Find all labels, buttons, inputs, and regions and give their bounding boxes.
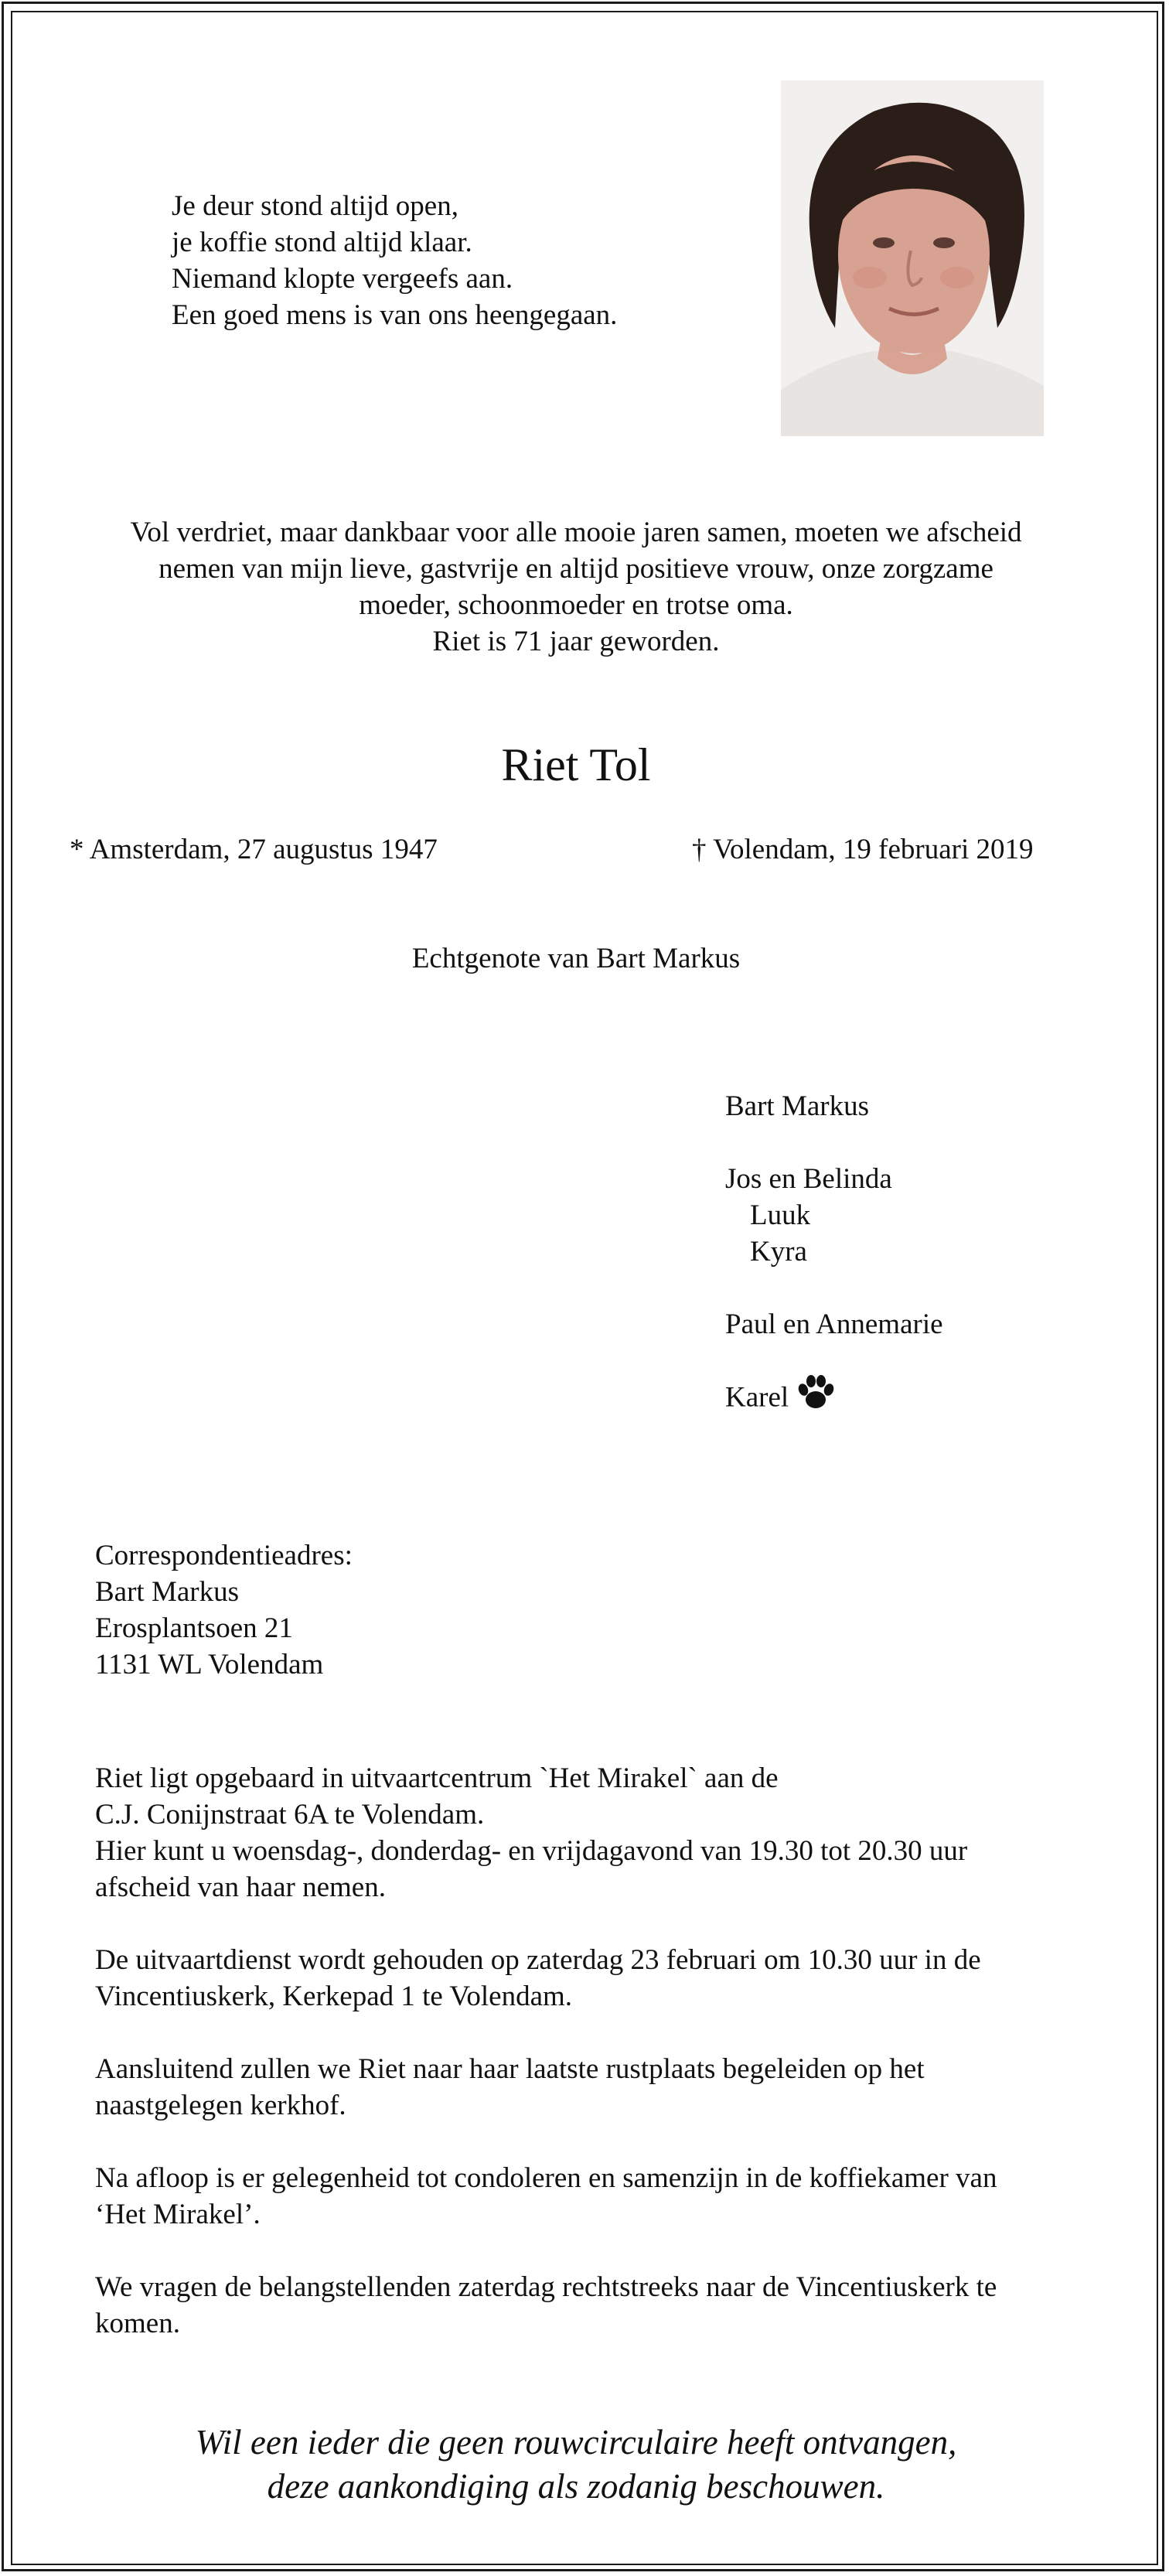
poem: [172, 188, 617, 333]
birth-info: * Amsterdam, 27 augustus 1947: [70, 834, 438, 865]
funeral-notice: [95, 1760, 997, 2342]
address-line: 1131 WL Volendam: [95, 1649, 324, 1680]
notice-line: Na afloop is er gelegenheid tot condoleren en samenzijn in de koffiekamer van: [95, 2162, 997, 2194]
poem-line: Niemand klopte vergeefs aan.: [172, 263, 513, 295]
deceased-name: Riet Tol: [501, 739, 651, 790]
closing-statement: [0, 2421, 1152, 2509]
family-grandchild: Luuk: [750, 1199, 811, 1231]
notice-line: C.J. Conijnstraat 6A te Volendam.: [95, 1799, 485, 1830]
family-grandchild: Kyra: [750, 1236, 807, 1268]
intro-line: moeder, schoonmoeder en trotse oma.: [359, 589, 793, 621]
address-line: Correspondentieadres:: [95, 1540, 353, 1571]
notice-line: Aansluitend zullen we Riet naar haar laatste rustplaats begeleiden op het: [95, 2053, 925, 2085]
notice-line: De uitvaartdienst wordt gehouden op zaterdag 23 februari om 10.30 uur in de: [95, 1944, 981, 1976]
family-member: Paul en Annemarie: [725, 1308, 943, 1340]
family-member: Bart Markus: [725, 1090, 869, 1122]
notice-line: naastgelegen kerkhof.: [95, 2090, 346, 2121]
correspondence-address: [95, 1537, 353, 1683]
family-pet: Karel: [725, 1381, 789, 1414]
death-info: † Volendam, 19 februari 2019: [692, 834, 1034, 865]
address-line: Bart Markus: [95, 1576, 239, 1608]
closing-line: deze aankondiging als zodanig beschouwen.: [267, 2467, 885, 2506]
notice-line: komen.: [95, 2308, 180, 2339]
notice-line: afscheid van haar nemen.: [95, 1871, 386, 1903]
notice-line: ‘Het Mirakel’.: [95, 2199, 261, 2230]
family-list: [725, 1088, 943, 1415]
portrait-photo: [781, 80, 1044, 436]
paw-print-icon: [796, 1374, 835, 1421]
intro-line: nemen van mijn lieve, gastvrije en altijd positieve vrouw, onze zorgzame: [158, 553, 993, 585]
spouse-line: Echtgenote van Bart Markus: [411, 943, 741, 974]
notice-line: Vincentiuskerk, Kerkepad 1 te Volendam.: [95, 1981, 573, 2012]
notice-line: Hier kunt u woensdag-, donderdag- en vrijdagavond van 19.30 tot 20.30 uur: [95, 1835, 968, 1867]
intro-line: Riet is 71 jaar geworden.: [432, 626, 720, 657]
notice-line: Riet ligt opgebaard in uitvaartcentrum `Het Mirakel` aan de: [95, 1762, 779, 1794]
poem-line: je koffie stond altijd klaar.: [172, 227, 472, 258]
poem-line: Een goed mens is van ons heengegaan.: [172, 299, 618, 331]
intro-text: [46, 514, 1106, 660]
family-pet-row: [725, 1379, 943, 1415]
closing-line: Wil een ieder die geen rouwcirculaire heeft ontvangen,: [195, 2423, 957, 2462]
intro-line: Vol verdriet, maar dankbaar voor alle mooie jaren samen, moeten we afscheid: [130, 517, 1022, 548]
poem-line: Je deur stond altijd open,: [172, 190, 458, 222]
address-line: Erosplantsoen 21: [95, 1612, 293, 1644]
portrait-illustration: [781, 80, 1044, 436]
notice-line: We vragen de belangstellenden zaterdag rechtstreeks naar de Vincentiuskerk te: [95, 2271, 997, 2303]
family-member: Jos en Belinda: [725, 1163, 892, 1195]
